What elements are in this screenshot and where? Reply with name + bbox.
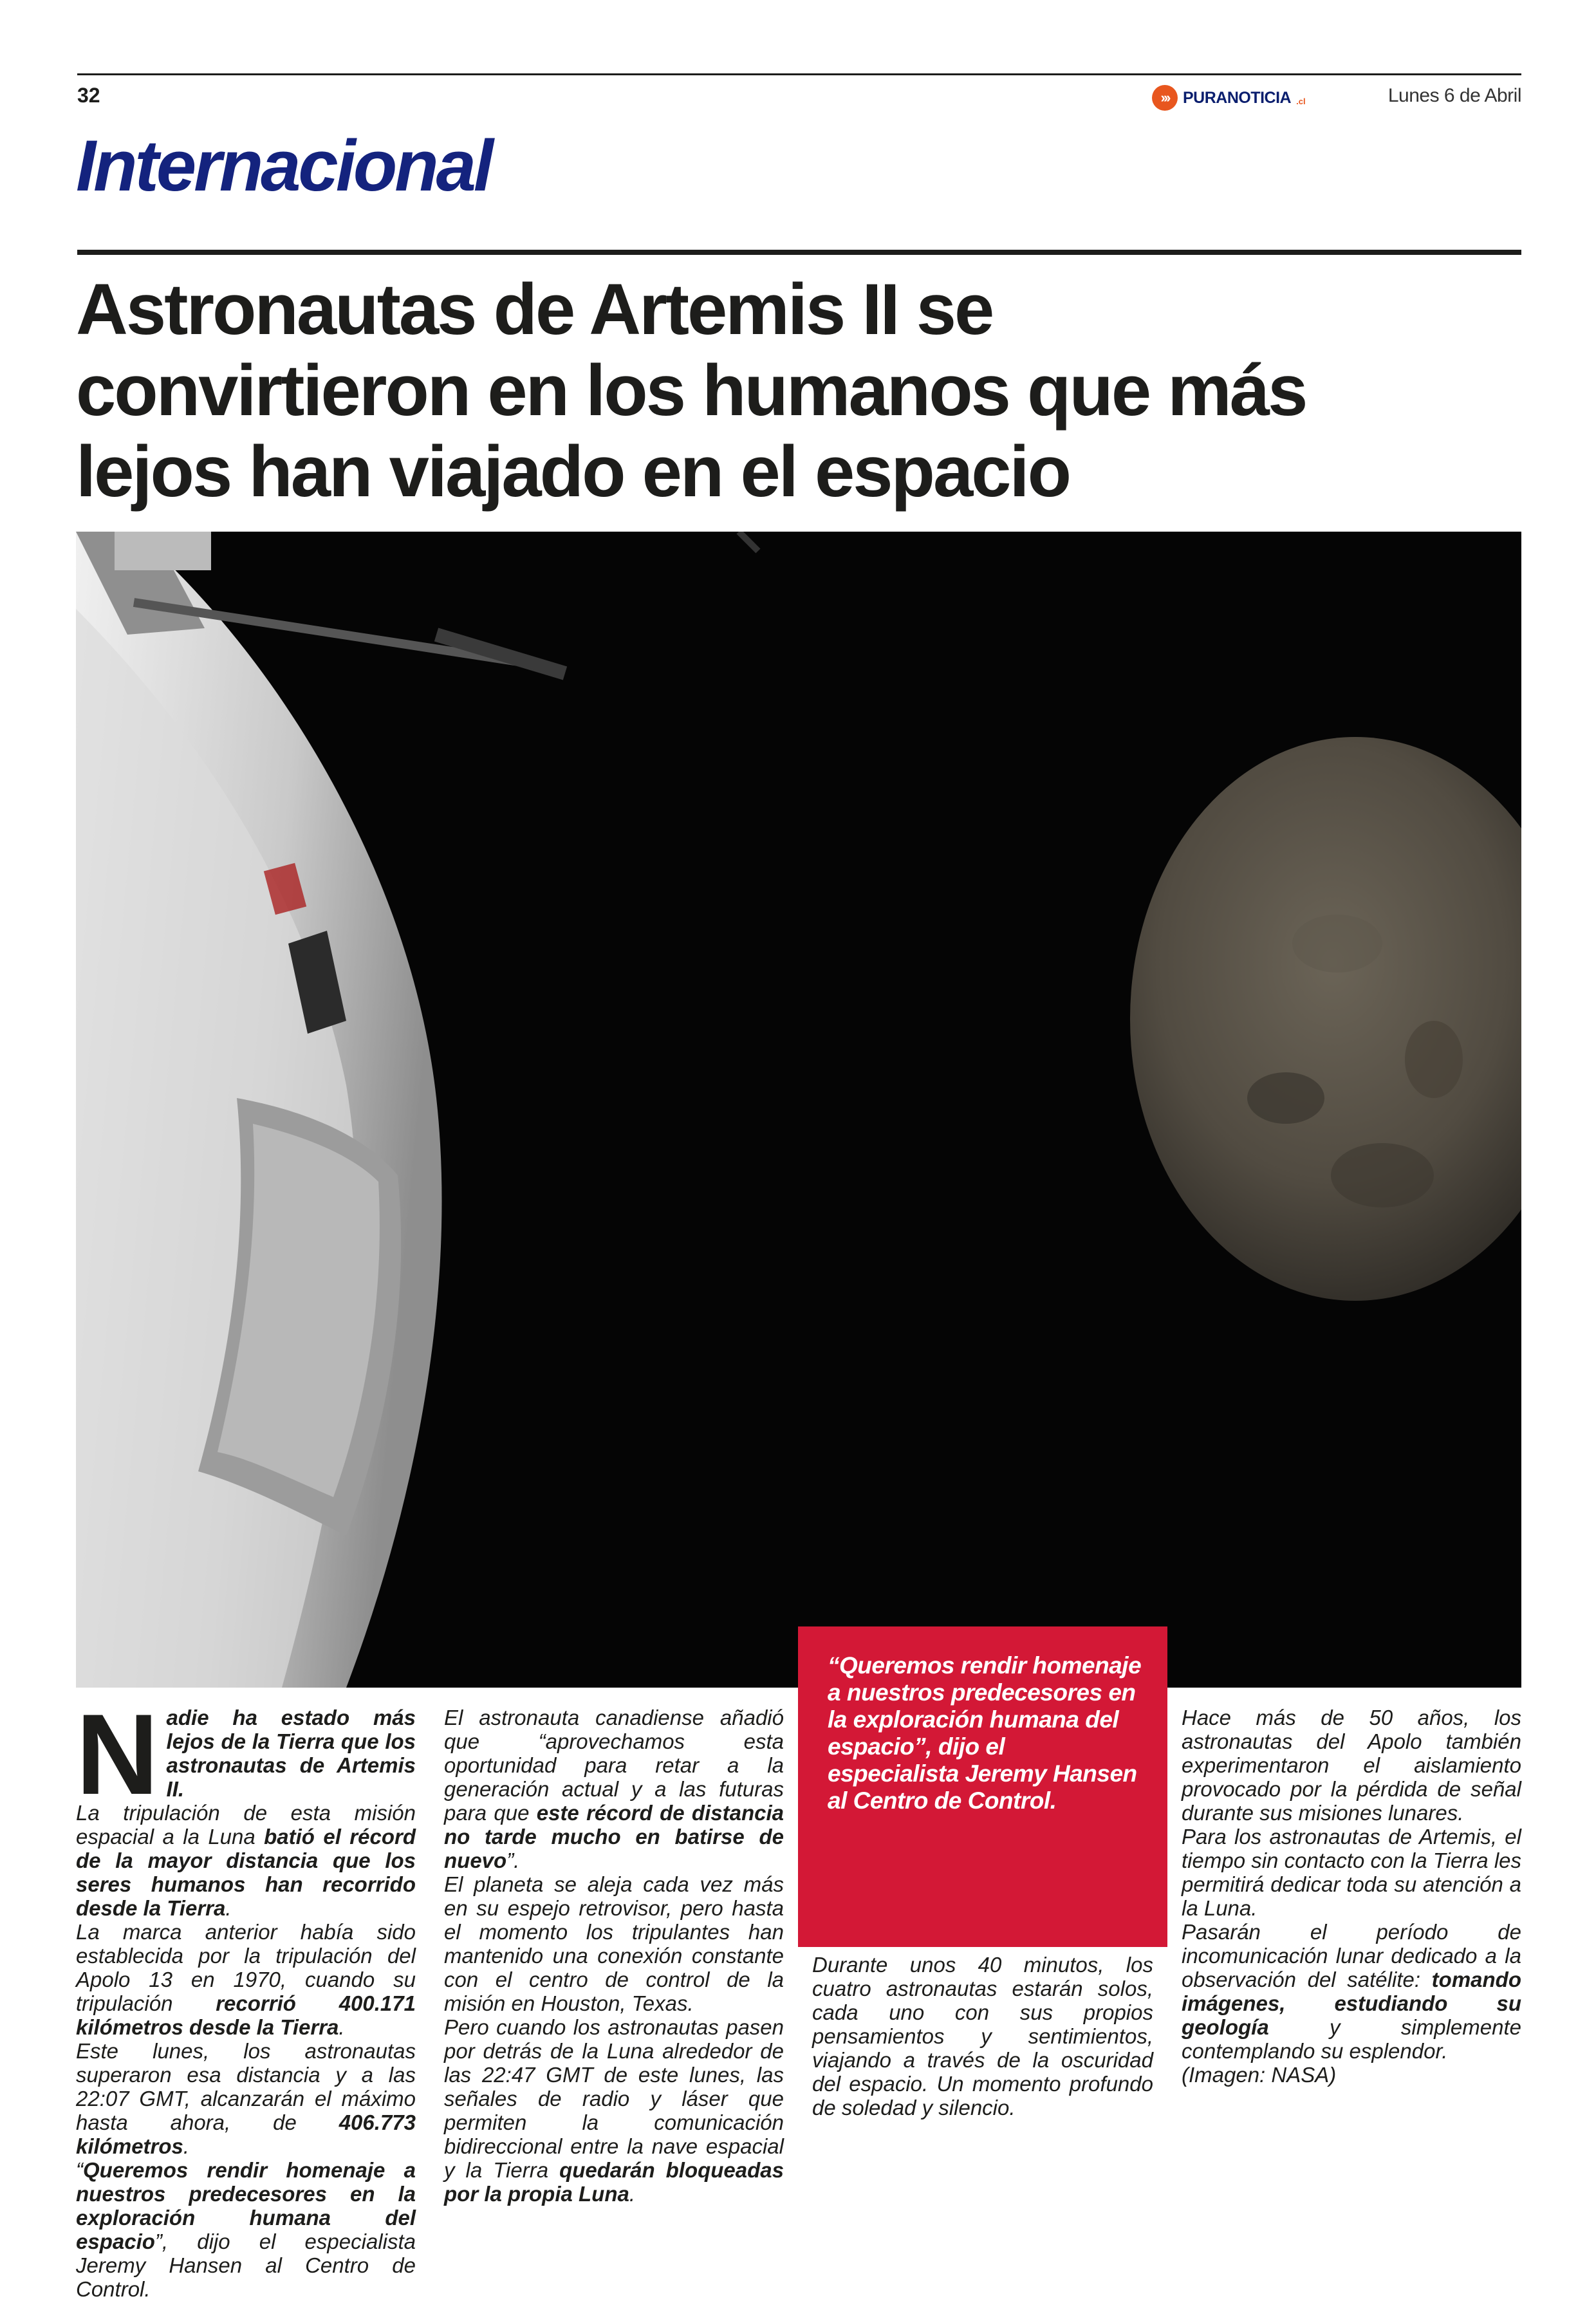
paragraph: El astronauta canadiense añadió que “aprovechamos esta oportunidad para retar a la generación actual y a las futuras para que este récord de distancia no tarde mucho en batirse de nuevo”.	[444, 1706, 784, 1872]
paragraph: Para los astronautas de Artemis, el tiempo sin contacto con la Tierra les permitirá dedicar toda su atención a la Luna.	[1182, 1825, 1521, 1920]
publication-logo	[1152, 84, 1306, 112]
headline	[76, 269, 1524, 512]
paragraph: Pero cuando los astronautas pasen por detrás de la Luna alrededor de las 22:47 GMT de este lunes, las señales de radio y láser que permiten la comunicación bidireccional entre la nave espacial y la Tierra quedarán bloqueadas por la propia Luna.	[444, 2015, 784, 2206]
image-credit: (Imagen: NASA)	[1182, 2063, 1337, 2087]
paragraph: Durante unos 40 minutos, los cuatro astronautas estarán solos, cada uno con sus propios pensamientos y sentimientos, viajando a través de la oscuridad del espacio. Un momento profundo de soledad y silencio.	[812, 1953, 1153, 2119]
logo-suffix: .cl	[1296, 96, 1306, 106]
section-title: Internacional	[76, 126, 492, 206]
article-column-2	[444, 1706, 784, 2206]
paragraph: La marca anterior había sido establecida por la tripulación del Apolo 13 en 1970, cuando su tripulación recorrió 400.171 kilómetros desde la Tierra.	[76, 1920, 416, 2039]
article-photo	[76, 532, 1521, 1688]
article-column-4	[1182, 1706, 1521, 2087]
section-rule	[77, 250, 1521, 255]
paragraph: Este lunes, los astronautas superaron esa distancia y a las 22:07 GMT, alcanzarán el máximo hasta ahora, de 406.773 kilómetros.	[76, 2039, 416, 2158]
paragraph: El planeta se aleja cada vez más en su espejo retrovisor, pero hasta el momento los tripulantes han mantenido una conexión constante con el centro de control de la misión en Houston, Texas.	[444, 1872, 784, 2015]
top-rule	[77, 73, 1521, 75]
issue-date: Lunes 6 de Abril	[1387, 85, 1521, 106]
paragraph: La tripulación de esta misión espacial a la Luna batió el récord de la mayor distancia que los seres humanos han recorrido desde la Tierra.	[76, 1801, 416, 1920]
logo-text: PURANOTICIA	[1183, 88, 1292, 107]
paragraph: Pasarán el período de incomunicación lunar dedicado a la observación del satélite: tomando imágenes, estudiando su geología y simplemente contemplando su esplendor.	[1182, 1920, 1521, 2063]
headline-line: lejos han viajado en el espacio	[76, 431, 1070, 512]
orion-and-moon-image	[76, 532, 1521, 1688]
page-number: 32	[77, 84, 100, 107]
drop-cap: N	[76, 1690, 159, 1818]
headline-line: Astronautas de Artemis II se	[76, 269, 993, 349]
chevrons-icon: ›››	[1152, 85, 1178, 111]
article-column-3	[812, 1953, 1153, 2119]
paragraph: “Queremos rendir homenaje a nuestros predecesores en la exploración humana del espacio”, dijo el especialista Jeremy Hansen al Centro de Control.	[76, 2158, 416, 2301]
lead-paragraph	[76, 1690, 416, 1818]
pull-quote: “Queremos rendir homenaje a nuestros predecesores en la exploración humana del espacio”, dijo el especialista Jeremy Hansen al Centro de Control.	[798, 1626, 1167, 1947]
headline-line: convirtieron en los humanos que más	[76, 350, 1306, 431]
lead-text: adie ha estado más lejos de la Tierra que los astronautas de Artemis II.	[166, 1706, 416, 1801]
paragraph: Hace más de 50 años, los astronautas del Apolo también experimentaron el aislamiento provocado por la pérdida de señal durante sus misiones lunares.	[1182, 1706, 1521, 1825]
article-column-1	[76, 1690, 416, 2301]
